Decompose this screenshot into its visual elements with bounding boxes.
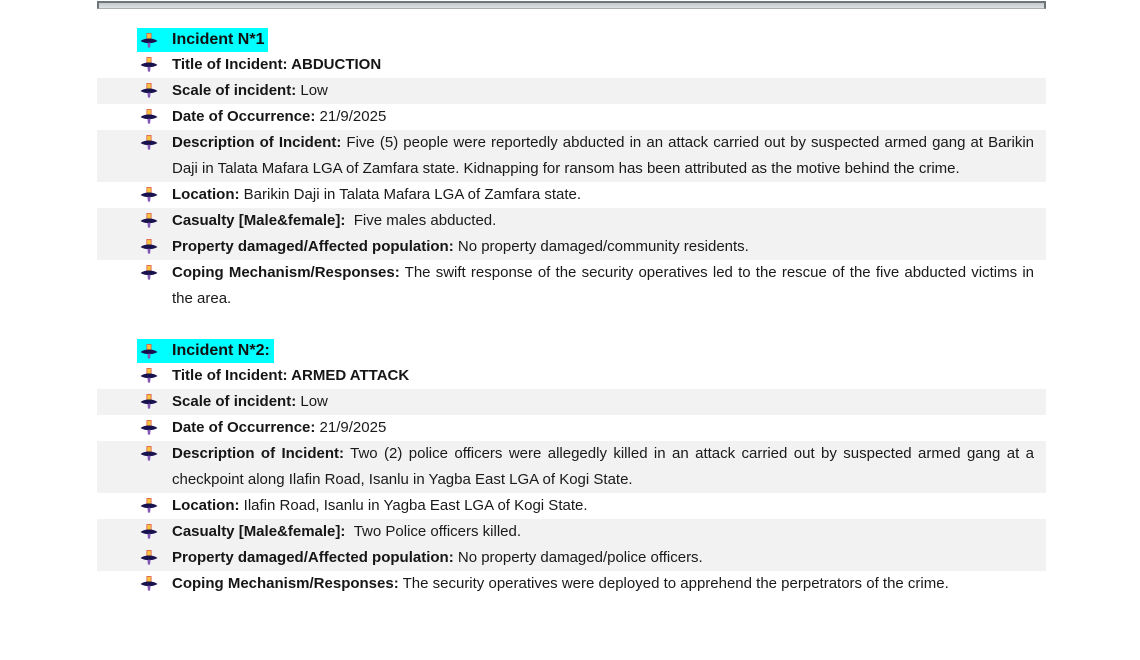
field-value: No property damaged/police officers.	[453, 549, 703, 566]
incident-heading-label: Incident N*2:	[172, 342, 270, 359]
field-value: Barikin Daji in Talata Mafara LGA of Zamfara state.	[239, 186, 582, 203]
incident-field-text	[172, 389, 1046, 415]
plane-bullet-icon	[140, 213, 158, 229]
field-value: 21/9/2025	[315, 419, 387, 436]
plane-bullet-icon	[140, 239, 158, 255]
plane-bullet-icon	[140, 550, 158, 566]
incident-field-text	[172, 571, 1046, 597]
incident-field-text	[172, 415, 1046, 441]
incident-field-row	[97, 130, 1046, 182]
incident-field-text	[172, 363, 1046, 389]
field-value: No property damaged/community residents.	[453, 238, 749, 255]
incident-field-row	[97, 363, 1046, 389]
plane-bullet-icon	[140, 576, 158, 592]
plane-bullet-icon	[140, 33, 158, 49]
incident-field-text	[172, 52, 1046, 78]
incident-field-row	[97, 493, 1046, 519]
field-value: Low	[296, 82, 328, 99]
incident-section	[97, 28, 1046, 312]
incident-field-text	[172, 519, 1046, 545]
incident-field-row	[97, 52, 1046, 78]
field-label: Description of Incident:	[172, 134, 342, 151]
field-label: Date of Occurrence:	[172, 108, 316, 125]
incident-field-row	[97, 389, 1046, 415]
field-value: Ilafin Road, Isanlu in Yagba East LGA of Kogi State.	[239, 497, 588, 514]
horizontal-divider	[97, 1, 1046, 9]
field-label: Coping Mechanism/Responses:	[172, 264, 400, 281]
field-label: Casualty [Male&female]:	[172, 523, 346, 540]
incident-field-row	[97, 441, 1046, 493]
field-label: Location:	[172, 186, 240, 203]
incident-field-text	[172, 441, 1046, 493]
incident-report-body	[97, 28, 1046, 597]
incident-heading-row	[97, 28, 1046, 52]
incident-field-text	[172, 130, 1046, 182]
field-label: Title of Incident: ABDUCTION	[172, 56, 382, 73]
incident-field-text	[172, 104, 1046, 130]
incident-field-row	[97, 104, 1046, 130]
incident-heading-highlight	[137, 28, 268, 52]
incident-field-text	[172, 78, 1046, 104]
incident-field-text	[172, 234, 1046, 260]
incident-heading-highlight	[137, 339, 274, 363]
field-label: Date of Occurrence:	[172, 419, 316, 436]
plane-bullet-icon	[140, 57, 158, 73]
field-label: Property damaged/Affected population:	[172, 238, 454, 255]
incident-field-text	[172, 208, 1046, 234]
plane-bullet-icon	[140, 446, 158, 462]
field-value: Two (2) police officers were allegedly killed in an attack carried out by suspected armed gang at a checkpoint along Ilafin Road, Isanlu in Yagba East LGA of Kogi State.	[172, 445, 1034, 488]
incident-field-row	[97, 571, 1046, 597]
field-value: The security operatives were deployed to apprehend the perpetrators of the crime.	[398, 575, 949, 592]
field-label: Scale of incident:	[172, 393, 297, 410]
field-value: Low	[296, 393, 328, 410]
plane-bullet-icon	[140, 135, 158, 151]
field-label: Casualty [Male&female]:	[172, 212, 346, 229]
plane-bullet-icon	[140, 265, 158, 281]
incident-field-text	[172, 545, 1046, 571]
field-label: Description of Incident:	[172, 445, 344, 462]
plane-bullet-icon	[140, 394, 158, 410]
incident-field-text	[172, 182, 1046, 208]
plane-bullet-icon	[140, 524, 158, 540]
incident-heading-row	[97, 339, 1046, 363]
field-value: 21/9/2025	[315, 108, 387, 125]
incident-field-row	[97, 182, 1046, 208]
field-label: Title of Incident: ARMED ATTACK	[172, 367, 410, 384]
incident-heading-label: Incident N*1	[172, 31, 265, 48]
incident-field-text	[172, 260, 1046, 312]
plane-bullet-icon	[140, 344, 158, 360]
plane-bullet-icon	[140, 83, 158, 99]
incident-field-row	[97, 260, 1046, 312]
field-value: Five males abducted.	[345, 212, 497, 229]
incident-field-row	[97, 78, 1046, 104]
incident-field-text	[172, 493, 1046, 519]
field-label: Property damaged/Affected population:	[172, 549, 454, 566]
field-value: Two Police officers killed.	[345, 523, 522, 540]
field-label: Location:	[172, 497, 240, 514]
incident-field-row	[97, 415, 1046, 441]
plane-bullet-icon	[140, 498, 158, 514]
field-label: Coping Mechanism/Responses:	[172, 575, 399, 592]
incident-field-row	[97, 208, 1046, 234]
plane-bullet-icon	[140, 187, 158, 203]
plane-bullet-icon	[140, 368, 158, 384]
incident-field-row	[97, 545, 1046, 571]
field-label: Scale of incident:	[172, 82, 297, 99]
plane-bullet-icon	[140, 109, 158, 125]
field-value: The swift response of the security operatives led to the rescue of the five abducted victims in the area.	[172, 264, 1034, 307]
incident-field-row	[97, 234, 1046, 260]
incident-section	[97, 339, 1046, 597]
incident-field-row	[97, 519, 1046, 545]
plane-bullet-icon	[140, 420, 158, 436]
field-value: Five (5) people were reportedly abducted in an attack carried out by suspected armed gang at Barikin Daji in Talata Mafara LGA of Zamfara state. Kidnapping for ransom has been attributed as the motive behind the crime.	[172, 134, 1034, 177]
